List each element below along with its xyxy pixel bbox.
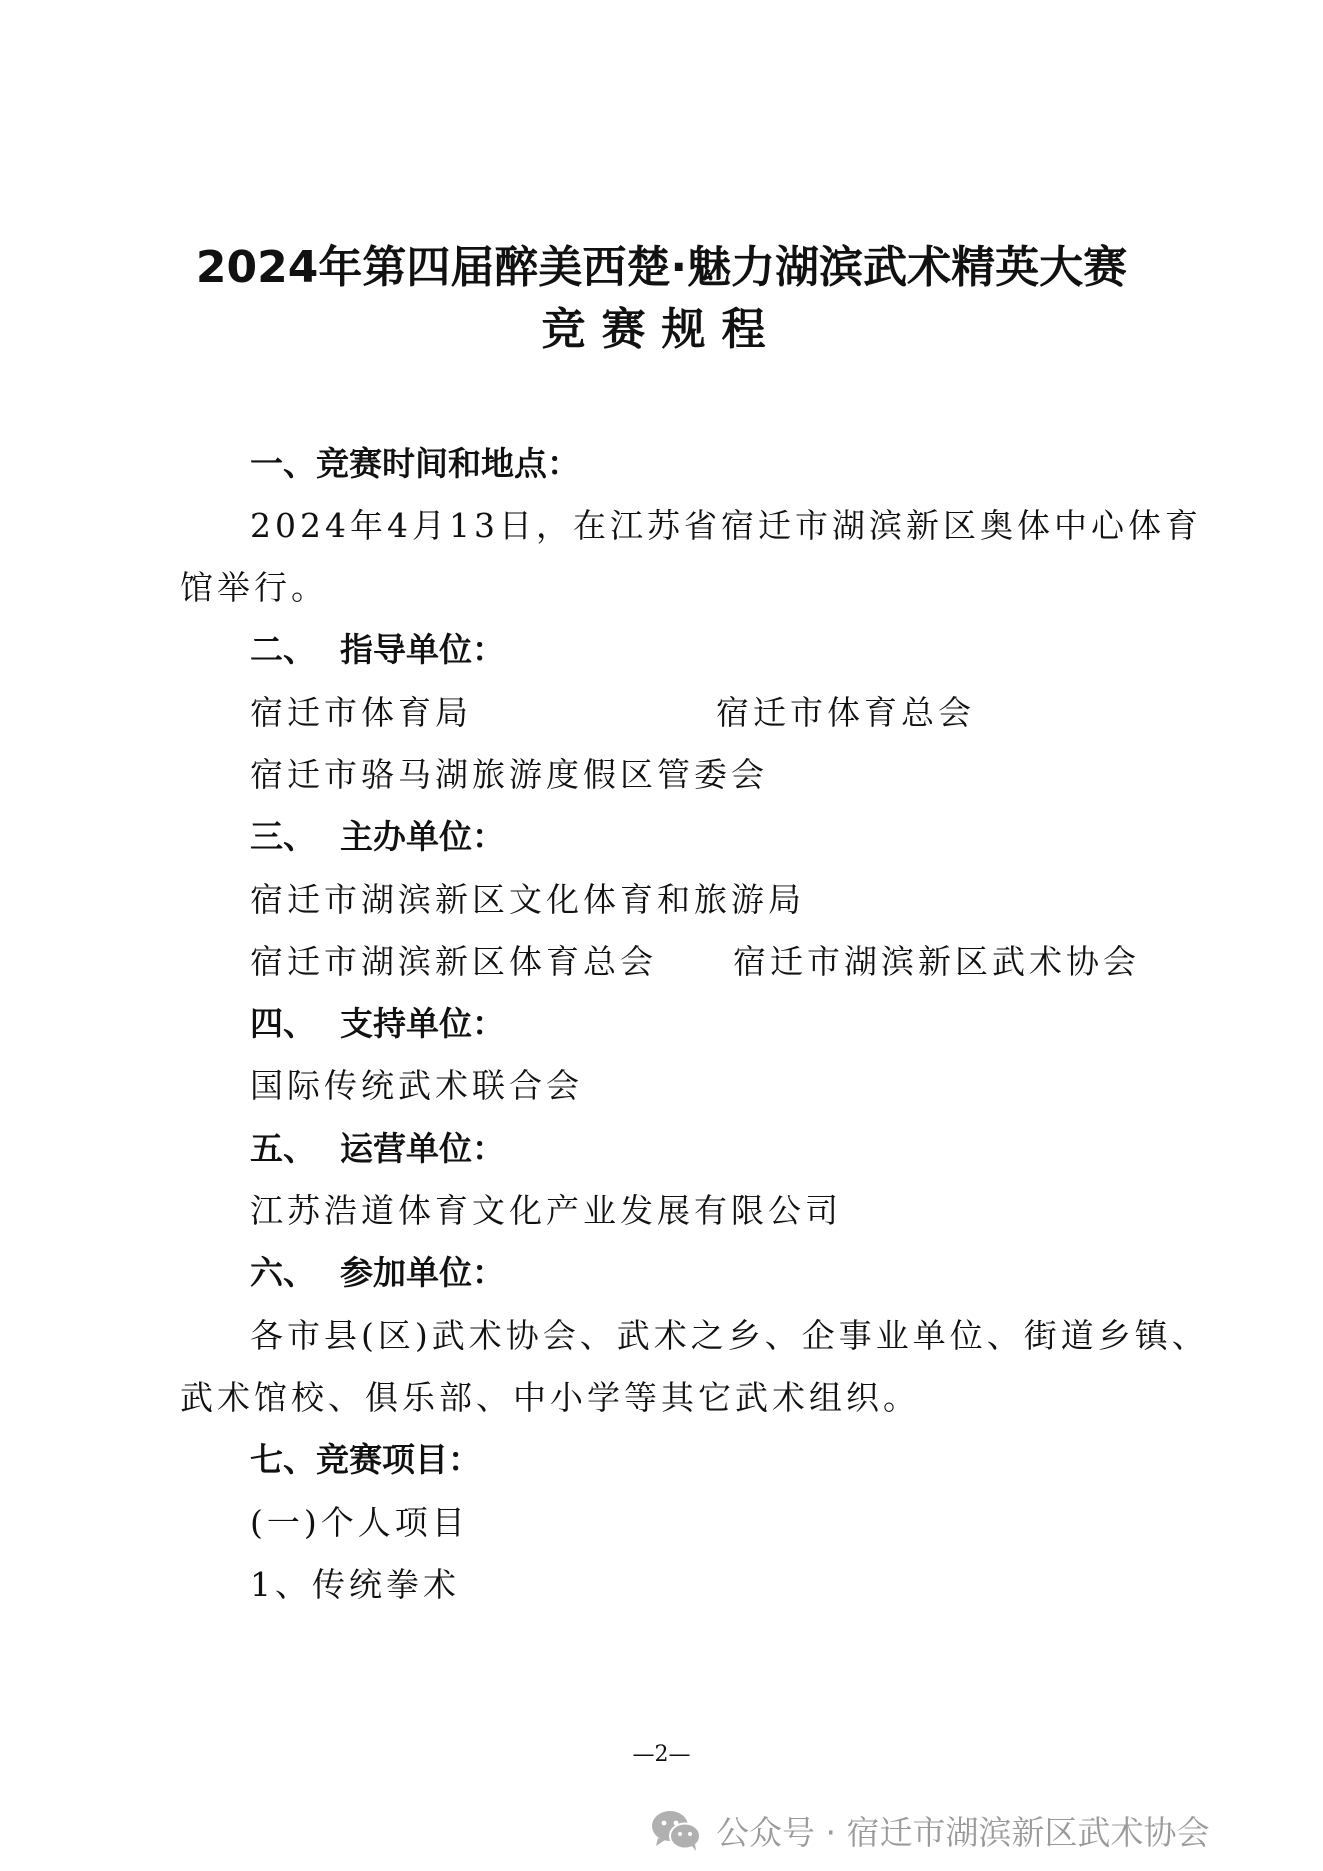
- operator-org-1: 江苏浩道体育文化产业发展有限公司: [250, 1191, 842, 1230]
- participants-line-2: 武术馆校、俱乐部、中小学等其它武术组织。: [180, 1378, 920, 1417]
- section-heading-operator: [250, 1127, 505, 1171]
- section-number: 四、: [250, 1004, 316, 1043]
- host-org-1: 宿迁市湖滨新区文化体育和旅游局: [250, 880, 805, 919]
- document-subtitle: 竞赛规程: [541, 304, 782, 355]
- events-subheading-individual: (一)个人项目: [250, 1503, 469, 1542]
- time-location-line-2: 馆举行。: [180, 568, 328, 607]
- section-number: 三、: [250, 817, 316, 856]
- document-title: 2024年第四届醉美西楚·魅力湖滨武术精英大赛: [195, 242, 1128, 293]
- watermark-text: 公众号 · 宿迁市湖滨新区武术协会: [716, 1812, 1210, 1852]
- wechat-icon: [650, 1808, 702, 1852]
- section-number: 五、: [250, 1129, 316, 1168]
- participants-line-1: 各市县(区)武术协会、武术之乡、企事业单位、街道乡镇、: [250, 1316, 1209, 1355]
- section-heading-time-location: 一、竞赛时间和地点：: [250, 444, 580, 483]
- host-org-3: 宿迁市湖滨新区武术协会: [733, 942, 1140, 981]
- guidance-org-1: 宿迁市体育局: [250, 693, 472, 732]
- section-title: 指导单位：: [340, 630, 505, 669]
- section-title: 运营单位：: [340, 1129, 505, 1168]
- events-item-traditional-boxing: 1、传统拳术: [250, 1565, 460, 1604]
- section-number: 六、: [250, 1253, 316, 1292]
- time-location-line-1: 2024年4月13日，在江苏省宿迁市湖滨新区奥体中心体育: [250, 506, 1202, 545]
- section-number: 二、: [250, 630, 316, 669]
- section-heading-support: [250, 1002, 505, 1046]
- guidance-org-2: 宿迁市体育总会: [716, 693, 975, 732]
- support-org-1: 国际传统武术联合会: [250, 1066, 583, 1105]
- section-title: 支持单位：: [340, 1004, 505, 1043]
- host-org-2: 宿迁市湖滨新区体育总会: [250, 942, 657, 981]
- guidance-org-3: 宿迁市骆马湖旅游度假区管委会: [250, 755, 768, 794]
- page-number: —2—: [632, 1742, 691, 1767]
- section-heading-events: 七、竞赛项目：: [250, 1440, 481, 1479]
- section-heading-participants: [250, 1251, 505, 1295]
- section-heading-guidance: [250, 628, 505, 672]
- section-title: 参加单位：: [340, 1253, 505, 1292]
- section-heading-host: [250, 815, 505, 859]
- watermark: [650, 1800, 1209, 1860]
- section-title: 主办单位：: [340, 817, 505, 856]
